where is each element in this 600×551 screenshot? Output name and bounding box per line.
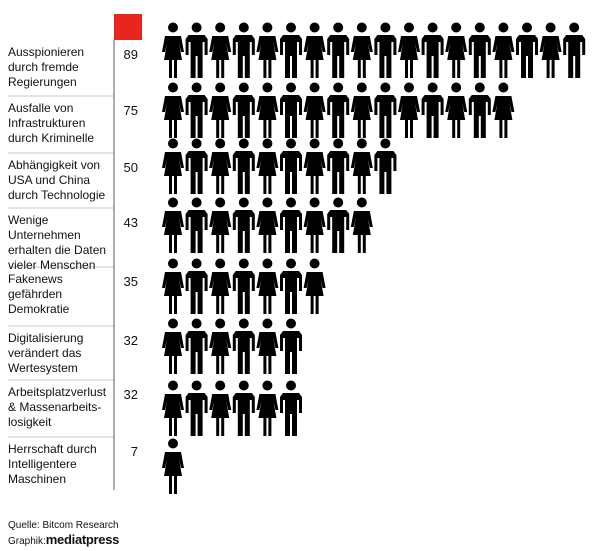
category-label-line: verändert das [8,346,82,360]
woman-icon [398,23,420,79]
man-icon [233,139,255,195]
woman-icon [492,83,514,139]
category-label [8,385,112,430]
category-label [8,101,112,146]
icon-row [162,319,302,375]
brand-logo: mediatpress [45,532,120,547]
man-icon [280,83,302,139]
category-label [8,331,112,376]
category-label-line: losigkeit [8,415,52,429]
category-label-line: & Massenarbeits- [8,400,102,414]
woman-icon [209,139,231,195]
man-icon [422,83,444,139]
man-icon [469,83,491,139]
woman-icon [351,23,373,79]
category-label-line: gefährden [8,287,63,301]
woman-icon [256,139,278,195]
icon-row [162,139,396,195]
category-label-line: Abhängigkeit von [8,158,101,172]
category-label-line: Regierungen [8,75,77,89]
woman-icon [304,23,326,79]
man-icon [233,83,255,139]
woman-icon [256,259,278,315]
icon-row [162,23,585,79]
woman-icon [209,319,231,375]
man-icon [374,139,396,195]
value-label: 7 [130,444,138,459]
woman-icon [540,23,562,79]
woman-icon [445,83,467,139]
man-icon [186,83,208,139]
category-label [8,272,112,317]
woman-icon [256,23,278,79]
category-label-line: durch Kriminelle [8,131,95,145]
woman-icon [209,23,231,79]
man-icon [280,23,302,79]
woman-icon [209,83,231,139]
icon-row [162,259,326,315]
man-icon [233,198,255,254]
credit-prefix: Graphik: [8,536,46,547]
man-icon [233,259,255,315]
woman-icon [209,381,231,437]
man-icon [186,319,208,375]
category-label-line: Wertesystem [8,361,78,375]
woman-icon [492,23,514,79]
category-label-line: Infrastrukturen [8,116,86,130]
woman-icon [162,439,184,495]
woman-icon [304,83,326,139]
man-icon [186,259,208,315]
man-icon [422,23,444,79]
woman-icon [445,23,467,79]
category-label-line: Unternehmen [8,228,81,242]
woman-icon [256,198,278,254]
category-label-line: Herrschaft durch [8,442,97,456]
value-label: 43 [123,215,138,230]
woman-icon [209,259,231,315]
value-label: 32 [123,387,138,402]
woman-icon [256,83,278,139]
man-icon [186,198,208,254]
man-icon [374,83,396,139]
man-icon [280,381,302,437]
man-icon [233,319,255,375]
value-label: 75 [123,103,138,118]
man-icon [186,381,208,437]
category-label [8,213,112,273]
woman-icon [351,83,373,139]
category-label-line: Ausspionieren [8,45,85,59]
man-icon [280,198,302,254]
woman-icon [304,198,326,254]
category-label-line: Intelligentere [8,457,77,471]
man-icon [280,259,302,315]
man-icon [233,23,255,79]
woman-icon [256,381,278,437]
category-label-line: Maschinen [8,472,67,486]
category-label-line: Demokratie [8,302,70,316]
category-label [8,442,112,487]
woman-icon [398,83,420,139]
icon-row [162,198,373,254]
woman-icon [162,381,184,437]
category-label-line: Fakenews [8,272,63,286]
category-label-line: USA und China [8,173,91,187]
source-note: Quelle: Bitcom Research [8,520,119,531]
woman-icon [351,139,373,195]
category-label-line: vieler Menschen [8,258,96,272]
woman-icon [162,83,184,139]
woman-icon [162,319,184,375]
category-label-line: durch fremde [8,60,79,74]
woman-icon [351,198,373,254]
category-label [8,45,112,90]
icon-row [162,381,302,437]
man-icon [327,23,349,79]
woman-icon [162,259,184,315]
man-icon [374,23,396,79]
icon-row [162,83,514,139]
icon-row [162,439,184,495]
man-icon [563,23,585,79]
man-icon [516,23,538,79]
man-icon [327,83,349,139]
woman-icon [304,139,326,195]
man-icon [280,139,302,195]
category-label-line: Digitalisierung [8,331,84,345]
woman-icon [162,23,184,79]
value-label: 89 [123,47,138,62]
value-label: 35 [123,274,138,289]
category-label-line: erhalten die Daten [8,243,107,257]
man-icon [186,139,208,195]
category-label-line: Wenige [8,213,49,227]
woman-icon [256,319,278,375]
man-icon [233,381,255,437]
man-icon [327,198,349,254]
category-label [8,158,112,203]
header-accent-swatch [114,14,142,40]
man-icon [280,319,302,375]
man-icon [327,139,349,195]
value-label: 50 [123,160,138,175]
woman-icon [209,198,231,254]
woman-icon [162,139,184,195]
woman-icon [162,198,184,254]
man-icon [186,23,208,79]
category-label-line: Arbeitsplatzverlust [8,385,107,399]
category-label-line: Ausfalle von [8,101,74,115]
woman-icon [304,259,326,315]
value-label: 32 [123,333,138,348]
credit-line [8,532,119,547]
category-label-line: durch Technologie [8,188,106,202]
man-icon [469,23,491,79]
